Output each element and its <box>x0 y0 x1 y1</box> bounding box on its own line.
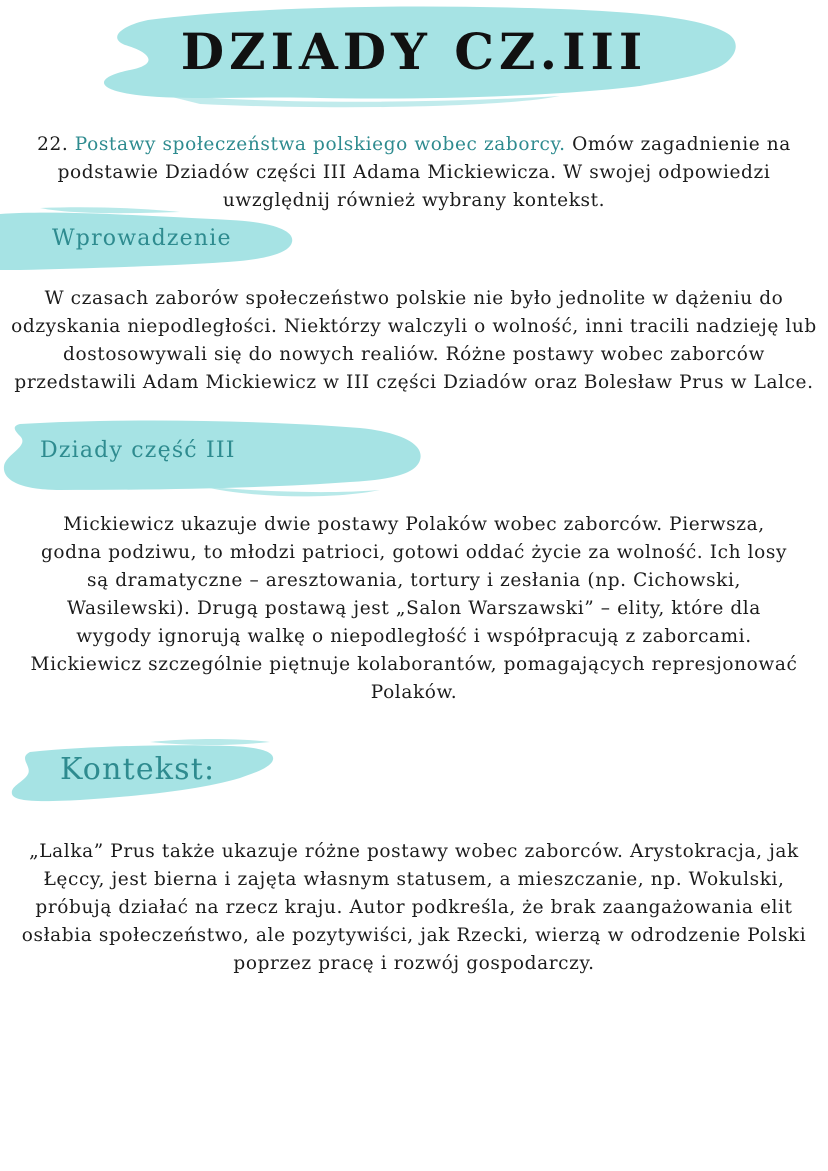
intro-paragraph: W czasach zaborów społeczeństwo polskie nie było jednolite w dążeniu do odzyskania niepodległości. Niektórzy walczyli o wolność, inni tracili nadzieję lub dostosowywali się do nowych realiów. Różne postawy wobec zaborców przedstawili Adam Mickiewicz w III części Dziadów oraz Bolesław Prus w Lalce. <box>11 288 817 393</box>
question-instructions: Omów zagadnienie na podstawie Dziadów części III Adama Mickiewicza. W swojej odpowiedzi uwzględnij również wybrany kontekst. <box>57 134 791 211</box>
question-prompt <box>14 131 814 215</box>
dziady-paragraph: Mickiewicz ukazuje dwie postawy Polaków wobec zaborców. Pierwsza, godna podziwu, to młodzi patrioci, gotowi oddać życie za wolność. Ich losy są dramatyczne – aresztowania, tortury i zesłania (np. Cichowski, Wasilewski). Drugą postawą jest „Salon Warszawski” – elity, które dla wygody ignorują walkę o niepodległość i współpracują z zaborcami. Mickiewicz szczególnie piętnuje kolaborantów, pomagających represjonować Polaków. <box>30 514 798 703</box>
dziady-heading: Dziady część III <box>40 438 236 463</box>
kontekst-heading: Kontekst: <box>60 752 216 787</box>
intro-heading: Wprowadzenie <box>52 226 232 251</box>
question-topic: Postawy społeczeństwa polskiego wobec zaborcy. <box>74 134 566 155</box>
question-number: 22. <box>37 134 69 155</box>
page-title: DZIADY CZ.III <box>180 22 648 81</box>
kontekst-paragraph: „Lalka” Prus także ukazuje różne postawy wobec zaborców. Arystokracja, jak Łęccy, jest bierna i zajęta własnym statusem, a mieszczanie, np. Wokulski, próbują działać na rzecz kraju. Autor podkreśla, że brak zaangażowania elit osłabia społeczeństwo, ale pozytywiści, jak Rzecki, wierzą w odrodzenie Polski poprzez pracę i rozwój gospodarczy. <box>21 841 807 974</box>
